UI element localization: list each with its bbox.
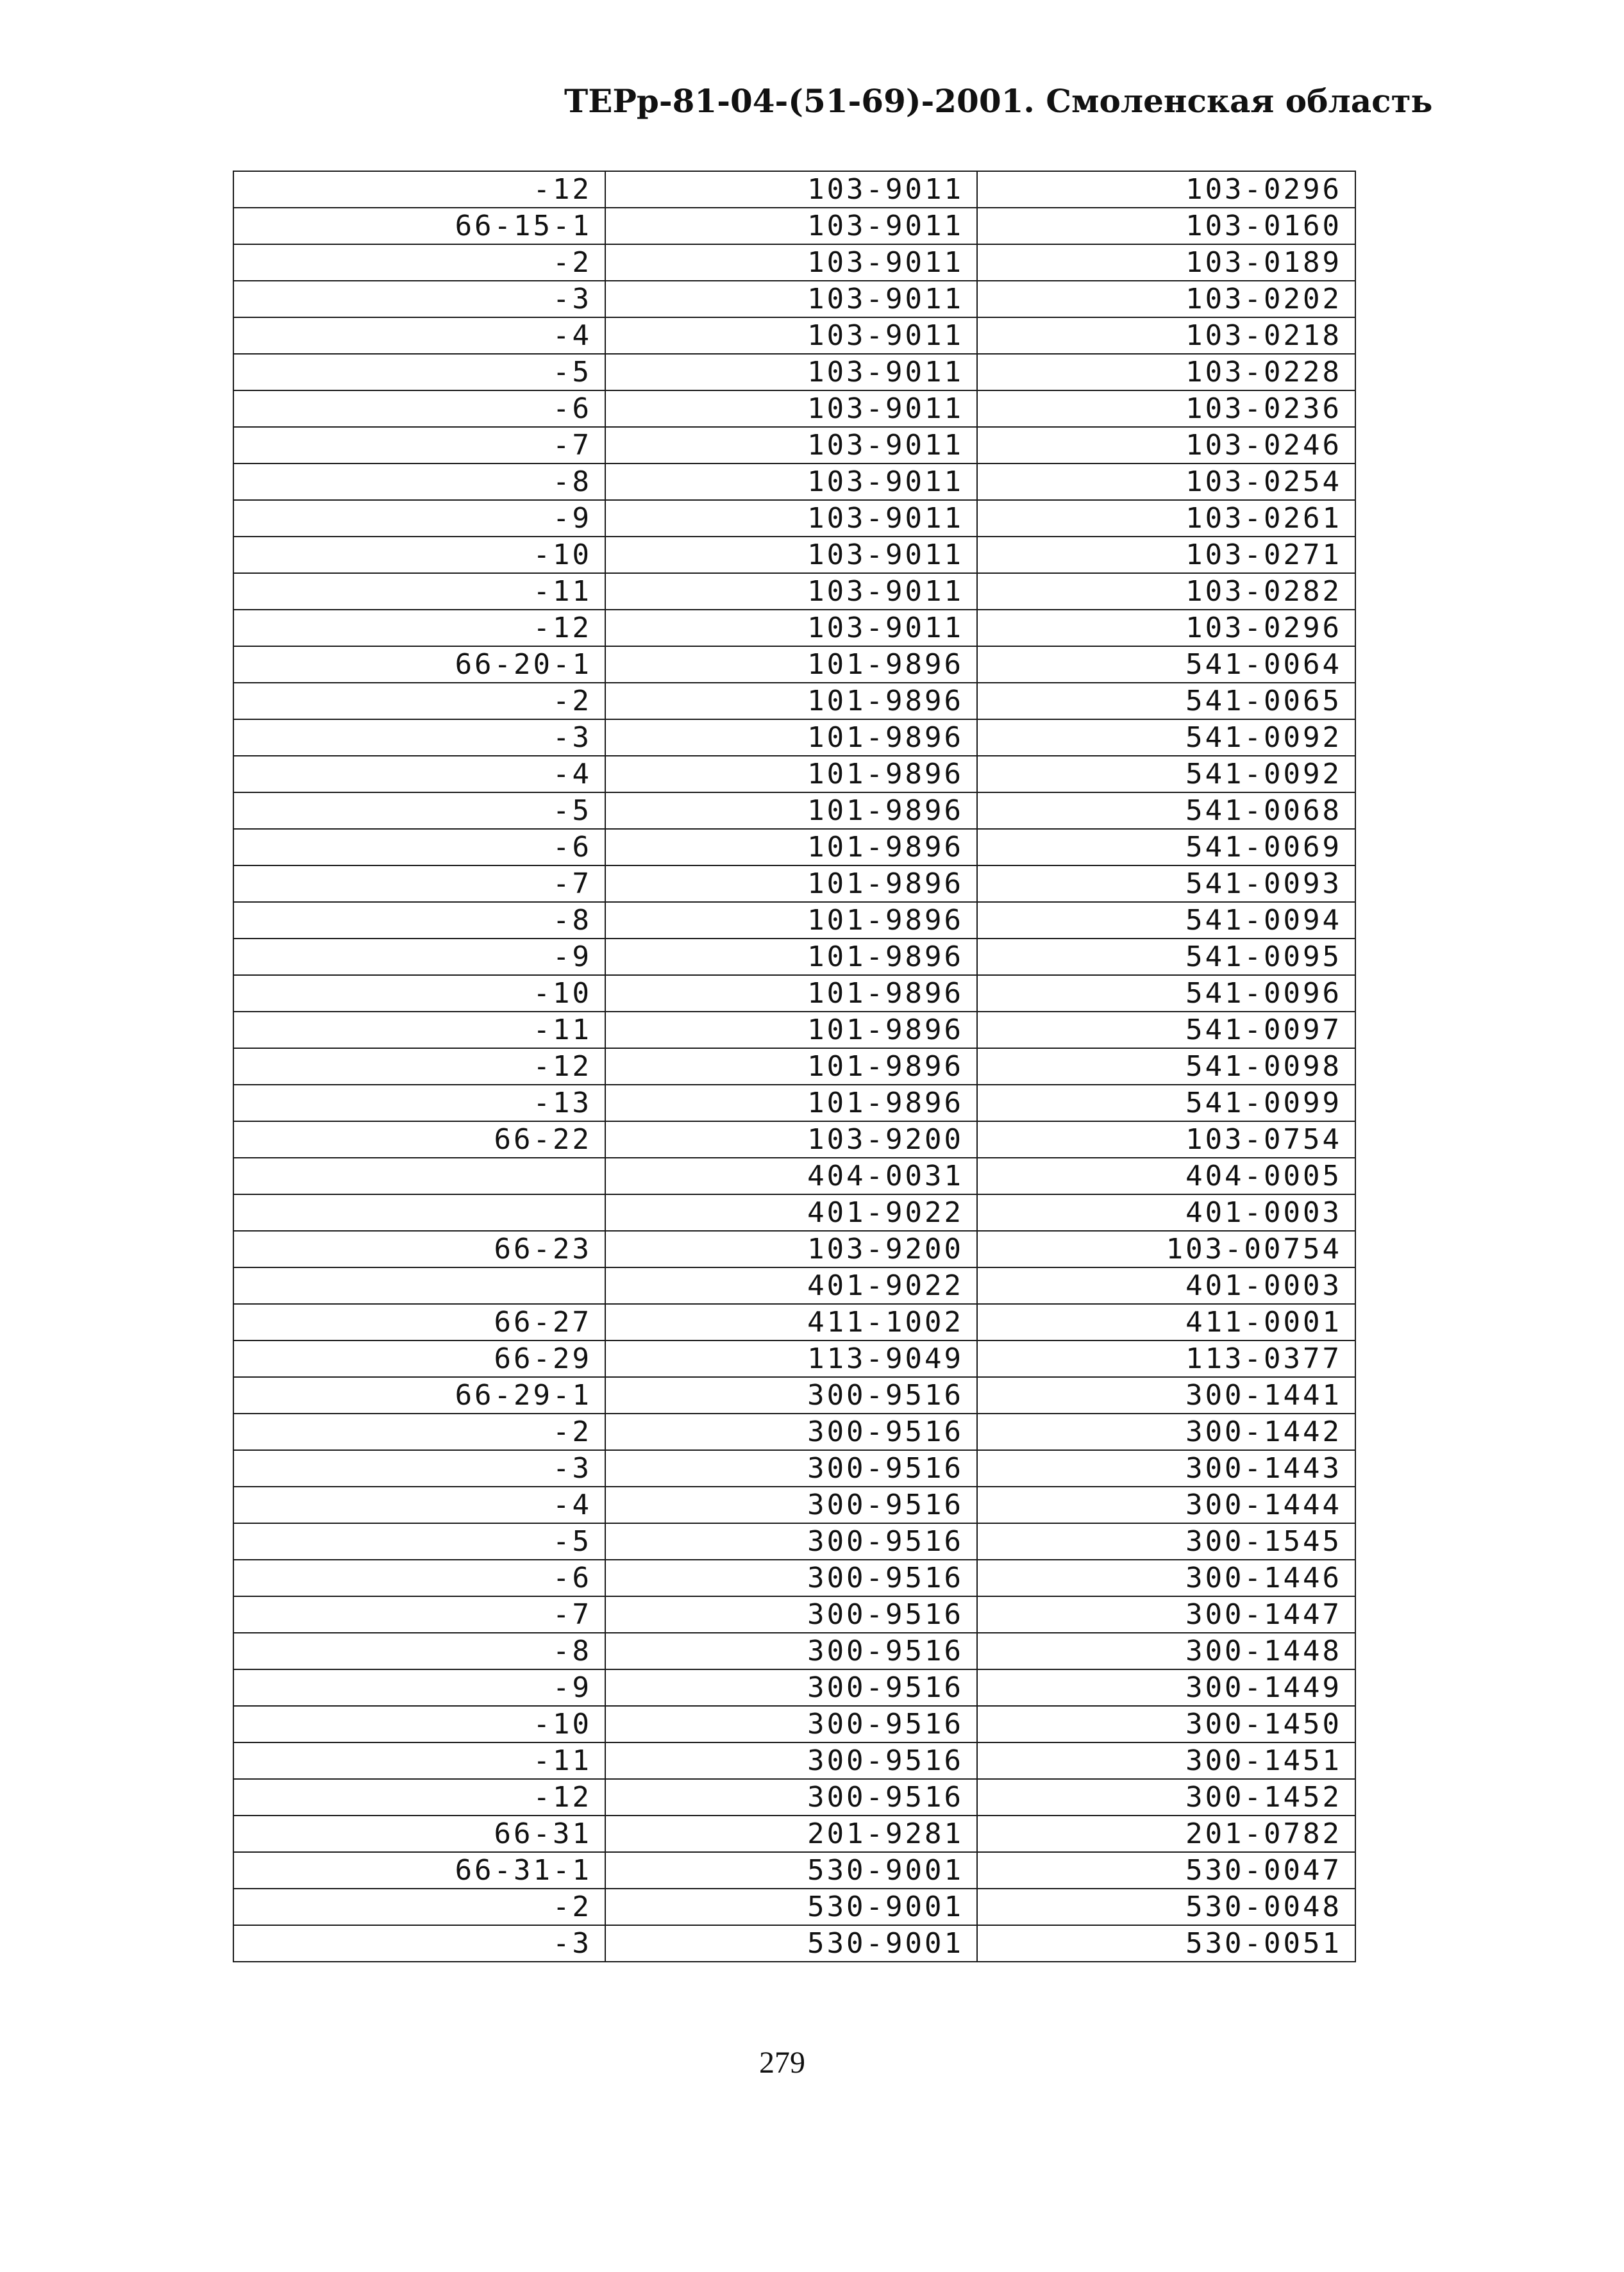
table-row [233,427,1355,464]
old-resource-code-cell: 101-9896 [605,865,977,902]
old-resource-code-cell: 103-9200 [605,1121,977,1158]
new-resource-code-cell: 541-0098 [977,1048,1355,1085]
table-row [233,1012,1355,1048]
old-resource-code-cell: 103-9011 [605,500,977,537]
old-resource-code-cell: 300-9516 [605,1377,977,1414]
norm-code-cell: -3 [233,1925,605,1962]
table-row [233,939,1355,975]
old-resource-code-cell: 300-9516 [605,1560,977,1596]
norm-code-cell: 66-31-1 [233,1852,605,1889]
table-row [233,464,1355,500]
new-resource-code-cell: 103-0254 [977,464,1355,500]
old-resource-code-cell: 103-9200 [605,1231,977,1267]
old-resource-code-cell: 103-9011 [605,208,977,244]
norm-code-cell: -12 [233,1048,605,1085]
table-row [233,1925,1355,1962]
new-resource-code-cell: 401-0003 [977,1194,1355,1231]
old-resource-code-cell: 103-9011 [605,244,977,281]
table-row [233,1267,1355,1304]
norm-code-cell: -5 [233,1523,605,1560]
norm-code-cell: -4 [233,317,605,354]
norm-code-cell [233,1267,605,1304]
old-resource-code-cell: 101-9896 [605,646,977,683]
table-row [233,1816,1355,1852]
old-resource-code-cell: 404-0031 [605,1158,977,1194]
old-resource-code-cell: 103-9011 [605,427,977,464]
table-row [233,208,1355,244]
new-resource-code-cell: 541-0065 [977,683,1355,719]
table-row [233,500,1355,537]
new-resource-code-cell: 541-0092 [977,756,1355,792]
new-resource-code-cell: 300-1443 [977,1450,1355,1487]
norm-code-cell: -5 [233,354,605,390]
old-resource-code-cell: 411-1002 [605,1304,977,1341]
new-resource-code-cell: 541-0064 [977,646,1355,683]
table-row [233,865,1355,902]
norm-code-cell: -2 [233,1414,605,1450]
old-resource-code-cell: 101-9896 [605,1012,977,1048]
old-resource-code-cell: 530-9001 [605,1889,977,1925]
norm-code-cell: -3 [233,719,605,756]
old-resource-code-cell: 300-9516 [605,1596,977,1633]
table-row [233,1487,1355,1523]
table-row [233,1304,1355,1341]
old-resource-code-cell: 101-9896 [605,939,977,975]
old-resource-code-cell: 101-9896 [605,1085,977,1121]
old-resource-code-cell: 300-9516 [605,1706,977,1742]
new-resource-code-cell: 103-0296 [977,610,1355,646]
new-resource-code-cell: 103-0228 [977,354,1355,390]
norm-code-cell: -4 [233,756,605,792]
code-mapping-table [233,171,1356,1962]
old-resource-code-cell: 101-9896 [605,829,977,865]
page-number: 279 [759,2046,805,2080]
new-resource-code-cell: 541-0069 [977,829,1355,865]
new-resource-code-cell: 103-0202 [977,281,1355,317]
norm-code-cell: -11 [233,573,605,610]
new-resource-code-cell: 541-0095 [977,939,1355,975]
table-row [233,610,1355,646]
new-resource-code-cell: 541-0068 [977,792,1355,829]
table-row [233,719,1355,756]
old-resource-code-cell: 103-9011 [605,354,977,390]
new-resource-code-cell: 300-1449 [977,1669,1355,1706]
table-row [233,1706,1355,1742]
norm-code-cell: -6 [233,390,605,427]
norm-code-cell: 66-20-1 [233,646,605,683]
new-resource-code-cell: 103-0189 [977,244,1355,281]
norm-code-cell: -10 [233,1706,605,1742]
old-resource-code-cell: 530-9001 [605,1852,977,1889]
old-resource-code-cell: 113-9049 [605,1341,977,1377]
table-row [233,1779,1355,1816]
old-resource-code-cell: 103-9011 [605,171,977,208]
new-resource-code-cell: 530-0047 [977,1852,1355,1889]
new-resource-code-cell: 530-0048 [977,1889,1355,1925]
new-resource-code-cell: 300-1450 [977,1706,1355,1742]
old-resource-code-cell: 103-9011 [605,317,977,354]
norm-code-cell: -12 [233,610,605,646]
norm-code-cell: -9 [233,1669,605,1706]
new-resource-code-cell: 103-0282 [977,573,1355,610]
table-row [233,1414,1355,1450]
norm-code-cell: -3 [233,1450,605,1487]
norm-code-cell: -2 [233,683,605,719]
new-resource-code-cell: 103-0246 [977,427,1355,464]
old-resource-code-cell: 300-9516 [605,1779,977,1816]
norm-code-cell: -3 [233,281,605,317]
new-resource-code-cell: 530-0051 [977,1925,1355,1962]
new-resource-code-cell: 103-0754 [977,1121,1355,1158]
new-resource-code-cell: 401-0003 [977,1267,1355,1304]
new-resource-code-cell: 541-0096 [977,975,1355,1012]
norm-code-cell: 66-23 [233,1231,605,1267]
page-header: ТЕРр-81-04-(51-69)-2001. Смоленская область [564,82,1433,120]
norm-code-cell: -11 [233,1742,605,1779]
new-resource-code-cell: 300-1545 [977,1523,1355,1560]
table-row [233,1377,1355,1414]
table-row [233,1633,1355,1669]
norm-code-cell: -7 [233,865,605,902]
old-resource-code-cell: 300-9516 [605,1633,977,1669]
table-row [233,317,1355,354]
new-resource-code-cell: 103-0160 [977,208,1355,244]
old-resource-code-cell: 300-9516 [605,1669,977,1706]
norm-code-cell: -2 [233,244,605,281]
table-row [233,537,1355,573]
old-resource-code-cell: 300-9516 [605,1742,977,1779]
new-resource-code-cell: 300-1441 [977,1377,1355,1414]
new-resource-code-cell: 541-0099 [977,1085,1355,1121]
norm-code-cell: -10 [233,975,605,1012]
norm-code-cell: -8 [233,464,605,500]
norm-code-cell: -8 [233,1633,605,1669]
new-resource-code-cell: 300-1448 [977,1633,1355,1669]
new-resource-code-cell: 300-1451 [977,1742,1355,1779]
norm-code-cell: 66-29 [233,1341,605,1377]
table-row [233,1158,1355,1194]
old-resource-code-cell: 103-9011 [605,281,977,317]
new-resource-code-cell: 300-1442 [977,1414,1355,1450]
old-resource-code-cell: 300-9516 [605,1414,977,1450]
new-resource-code-cell: 300-1452 [977,1779,1355,1816]
table-row [233,975,1355,1012]
old-resource-code-cell: 401-9022 [605,1194,977,1231]
new-resource-code-cell: 541-0097 [977,1012,1355,1048]
norm-code-cell: -6 [233,829,605,865]
table-row [233,1341,1355,1377]
table-row [233,1560,1355,1596]
table-row [233,244,1355,281]
old-resource-code-cell: 101-9896 [605,756,977,792]
norm-code-cell: -11 [233,1012,605,1048]
new-resource-code-cell: 103-00754 [977,1231,1355,1267]
table-row [233,1450,1355,1487]
new-resource-code-cell: 541-0094 [977,902,1355,939]
norm-code-cell: 66-31 [233,1816,605,1852]
old-resource-code-cell: 300-9516 [605,1487,977,1523]
table-row [233,1121,1355,1158]
norm-code-cell: 66-27 [233,1304,605,1341]
new-resource-code-cell: 103-0236 [977,390,1355,427]
norm-code-cell [233,1194,605,1231]
table-row [233,573,1355,610]
table-row [233,1889,1355,1925]
norm-code-cell: -9 [233,939,605,975]
table-row [233,683,1355,719]
new-resource-code-cell: 103-0296 [977,171,1355,208]
norm-code-cell: -2 [233,1889,605,1925]
new-resource-code-cell: 300-1444 [977,1487,1355,1523]
norm-code-cell: -7 [233,1596,605,1633]
table-row [233,1231,1355,1267]
norm-code-cell [233,1158,605,1194]
table-row [233,281,1355,317]
old-resource-code-cell: 300-9516 [605,1450,977,1487]
table-row [233,1085,1355,1121]
new-resource-code-cell: 103-0218 [977,317,1355,354]
norm-code-cell: -12 [233,1779,605,1816]
new-resource-code-cell: 541-0092 [977,719,1355,756]
norm-code-cell: -7 [233,427,605,464]
norm-code-cell: -13 [233,1085,605,1121]
new-resource-code-cell: 404-0005 [977,1158,1355,1194]
old-resource-code-cell: 103-9011 [605,537,977,573]
new-resource-code-cell: 300-1447 [977,1596,1355,1633]
old-resource-code-cell: 101-9896 [605,719,977,756]
table-row [233,792,1355,829]
new-resource-code-cell: 103-0261 [977,500,1355,537]
table-row [233,829,1355,865]
table-body [233,171,1355,1962]
new-resource-code-cell: 103-0271 [977,537,1355,573]
new-resource-code-cell: 113-0377 [977,1341,1355,1377]
table-row [233,354,1355,390]
norm-code-cell: -12 [233,171,605,208]
norm-code-cell: -9 [233,500,605,537]
norm-code-cell: -6 [233,1560,605,1596]
table-row [233,1048,1355,1085]
norm-code-cell: 66-15-1 [233,208,605,244]
new-resource-code-cell: 300-1446 [977,1560,1355,1596]
new-resource-code-cell: 201-0782 [977,1816,1355,1852]
old-resource-code-cell: 530-9001 [605,1925,977,1962]
table-row [233,756,1355,792]
norm-code-cell: 66-22 [233,1121,605,1158]
table-row [233,646,1355,683]
old-resource-code-cell: 401-9022 [605,1267,977,1304]
old-resource-code-cell: 103-9011 [605,610,977,646]
old-resource-code-cell: 103-9011 [605,390,977,427]
norm-code-cell: -8 [233,902,605,939]
table-row [233,902,1355,939]
norm-code-cell: -4 [233,1487,605,1523]
table-row [233,390,1355,427]
old-resource-code-cell: 103-9011 [605,464,977,500]
old-resource-code-cell: 101-9896 [605,902,977,939]
table-row [233,1523,1355,1560]
old-resource-code-cell: 101-9896 [605,683,977,719]
old-resource-code-cell: 101-9896 [605,1048,977,1085]
old-resource-code-cell: 201-9281 [605,1816,977,1852]
norm-code-cell: -5 [233,792,605,829]
new-resource-code-cell: 541-0093 [977,865,1355,902]
old-resource-code-cell: 101-9896 [605,792,977,829]
old-resource-code-cell: 103-9011 [605,573,977,610]
norm-code-cell: 66-29-1 [233,1377,605,1414]
table-row [233,1194,1355,1231]
old-resource-code-cell: 300-9516 [605,1523,977,1560]
table-row [233,1669,1355,1706]
table-row [233,1742,1355,1779]
old-resource-code-cell: 101-9896 [605,975,977,1012]
table-row [233,171,1355,208]
table-row [233,1852,1355,1889]
new-resource-code-cell: 411-0001 [977,1304,1355,1341]
norm-code-cell: -10 [233,537,605,573]
table-row [233,1596,1355,1633]
